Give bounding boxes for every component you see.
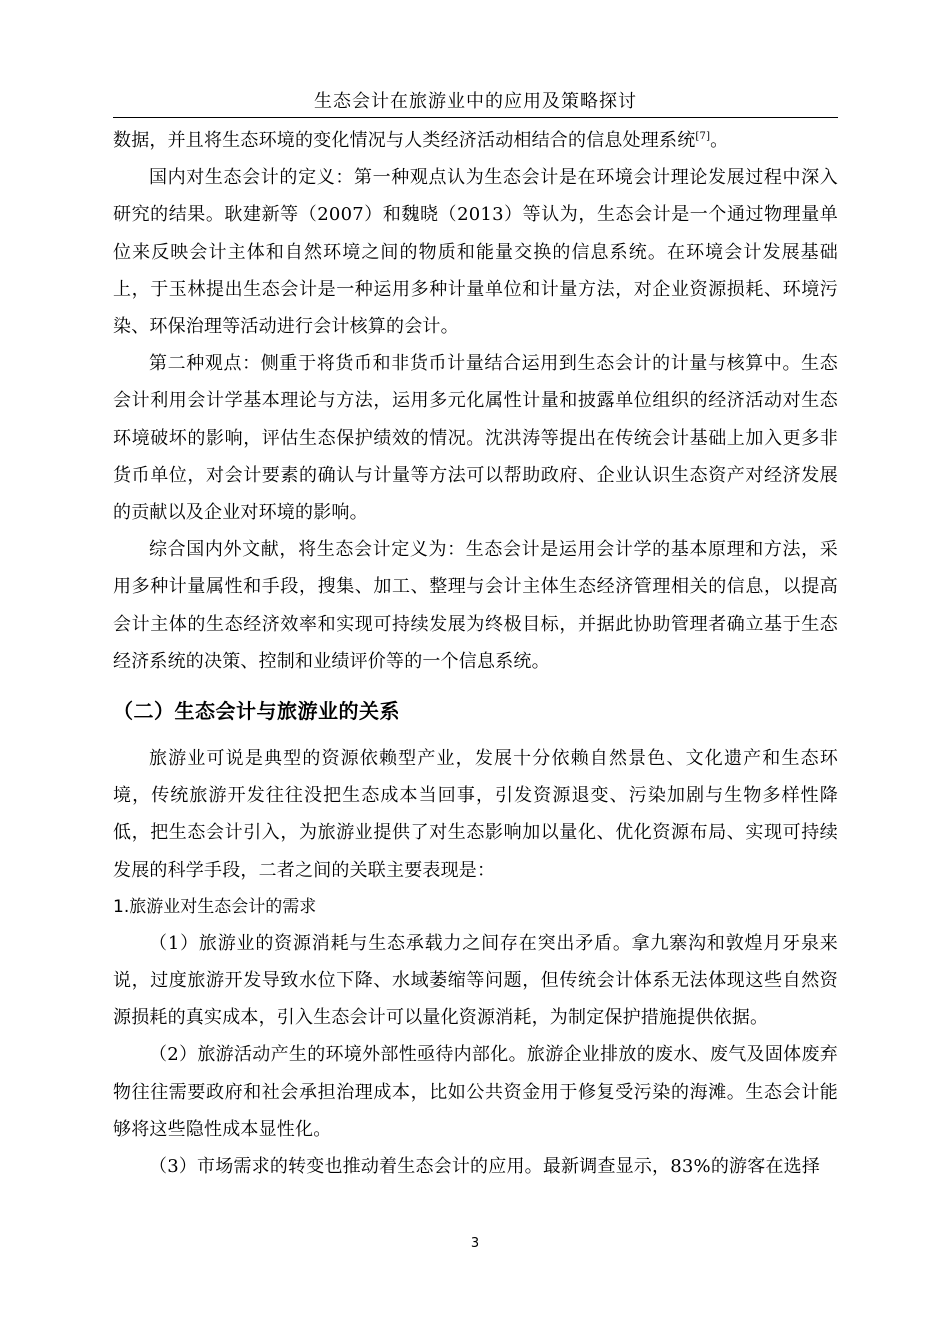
body-text [113, 122, 838, 1185]
page-number: 3 [470, 1236, 480, 1251]
running-header: 生态会计在旅游业中的应用及策略探讨 [314, 91, 637, 112]
list-item-1: （1）旅游业的资源消耗与生态承载力之间存在突出矛盾。拿九寨沟和敦煌月牙泉来说，过度旅游开发导致水位下降、水域萎缩等问题，但传统会计体系无法体现这些自然资源损耗的真实成本，引入生态会计可以量化资源消耗，为制定保护措施提供依据。 [113, 932, 838, 1029]
paragraph-second-view: 第二种观点：侧重于将货币和非货币计量结合运用到生态会计的计量与核算中。生态会计利用会计学基本理论与方法，运用多元化属性计量和披露单位组织的经济活动对生态环境破坏的影响，评估生态保护绩效的情况。沈洪涛等提出在传统会计基础上加入更多非货币单位，对会计要素的确认与计量等方法可以帮助政府、企业认识生态资产对经济发展的贡献以及企业对环境的影响。 [113, 353, 838, 524]
citation-marker: [7] [695, 131, 711, 142]
list-item-3: （3）市场需求的转变也推动着生态会计的应用。最新调查显示，83%的游客在选择 [149, 1156, 821, 1178]
header-rule [113, 117, 838, 118]
paragraph-continuation-end: 。 [710, 130, 729, 151]
paragraph-continuation [113, 122, 838, 159]
list-item-2: （2）旅游活动产生的环境外部性亟待内部化。旅游企业排放的废水、废气及固体废弃物往往需要政府和社会承担治理成本，比如公共资金用于修复受污染的海滩。生态会计能够将这些隐性成本显性化。 [113, 1044, 838, 1140]
paragraph-domestic-definition: 国内对生态会计的定义：第一种观点认为生态会计是在环境会计理论发展过程中深入研究的结果。耿建新等（2007）和魏晓（2013）等认为，生态会计是一个通过物理量单位来反映会计主体和自然环境之间的物质和能量交换的信息系统。在环境会计发展基础上，于玉林提出生态会计是一种运用多种计量单位和计量方法，对企业资源损耗、环境污染、环保治理等活动进行会计核算的会计。 [113, 167, 838, 338]
subsection-heading: 1.旅游业对生态会计的需求 [113, 896, 317, 917]
paragraph-section-intro: 旅游业可说是典型的资源依赖型产业，发展十分依赖自然景色、文化遗产和生态环境，传统旅游开发往往没把生态成本当回事，引发资源退变、污染加剧与生物多样性降低，把生态会计引入，为旅游业提供了对生态影响加以量化、优化资源布局、实现可持续发展的科学手段，二者之间的关联主要表现是： [113, 748, 838, 881]
paragraph-synthesis: 综合国内外文献，将生态会计定义为：生态会计是运用会计学的基本原理和方法，采用多种计量属性和手段，搜集、加工、整理与会计主体生态经济管理相关的信息，以提高会计主体的生态经济效率和实现可持续发展为终极目标，并据此协助管理者确立基于生态经济系统的决策、控制和业绩评价等的一个信息系统。 [113, 539, 838, 672]
paragraph-continuation-text: 数据，并且将生态环境的变化情况与人类经济活动相结合的信息处理系统 [113, 130, 696, 151]
section-heading: （二）生态会计与旅游业的关系 [113, 699, 400, 724]
